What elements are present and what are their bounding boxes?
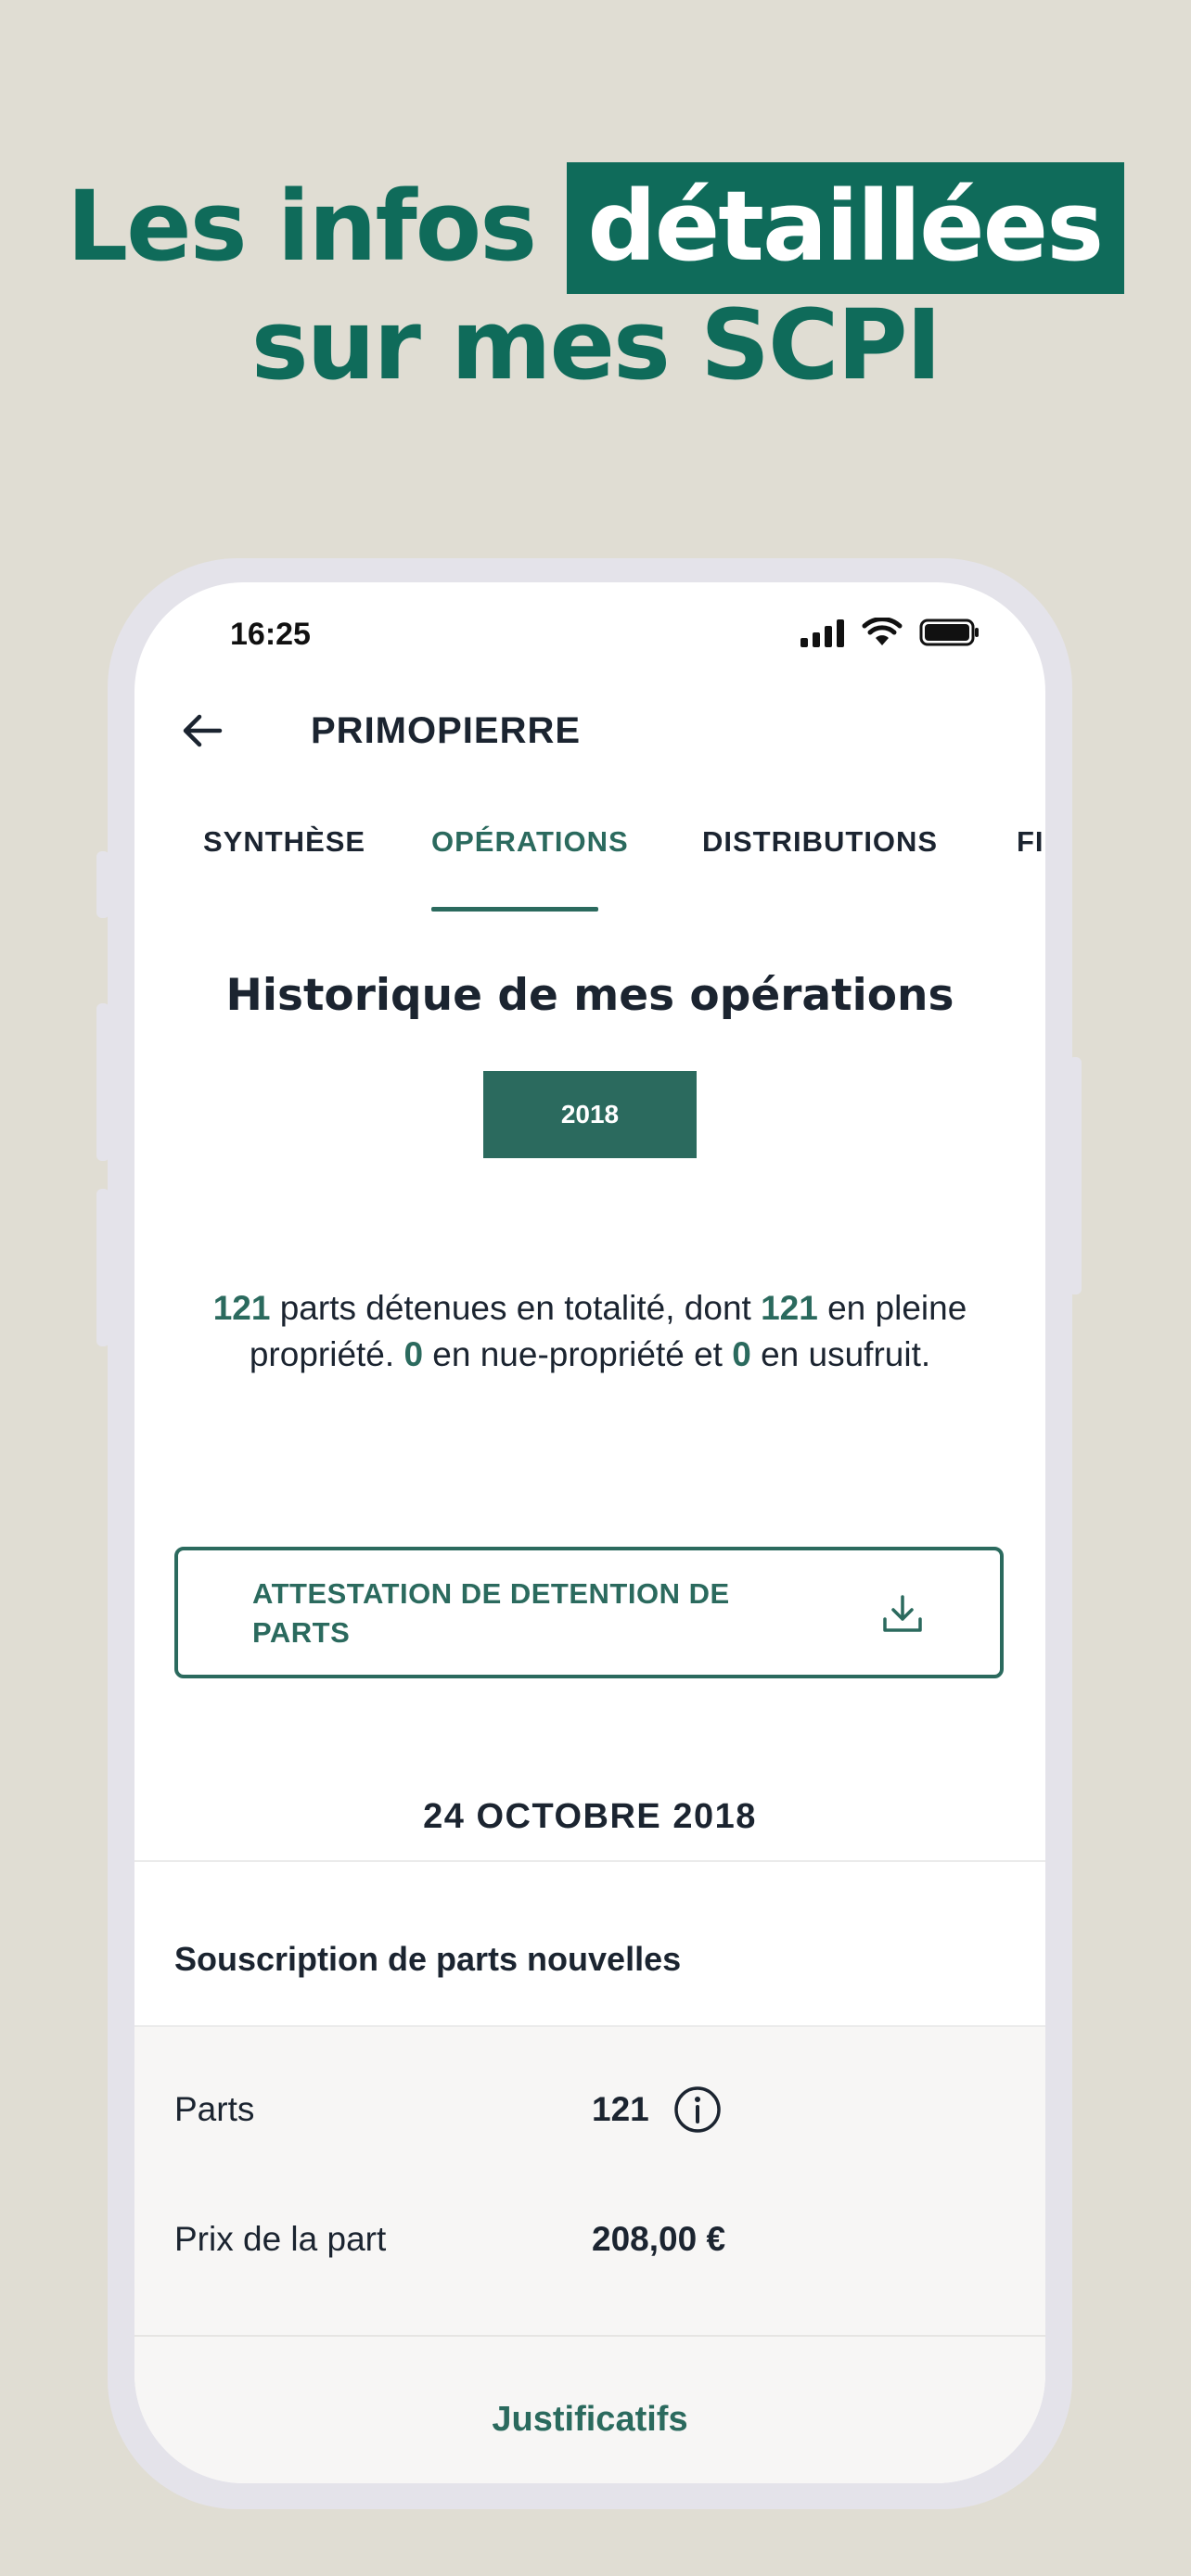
total-parts: 121 [212, 1289, 271, 1327]
headline-line-2: sur mes SCPI [250, 288, 941, 402]
tab-distributions[interactable]: DISTRIBUTIONS [702, 825, 939, 858]
year-selector[interactable]: 2018 [483, 1071, 697, 1158]
attestation-label: ATTESTATION DE DETENTION DE PARTS [252, 1577, 730, 1649]
parts-value: 121 [592, 2090, 649, 2128]
section-title: Historique de mes opérations [225, 970, 954, 1021]
headline-text: Les infos [66, 170, 536, 283]
phone-screen [134, 582, 1045, 2483]
bare-ownership-parts: 0 [403, 1335, 424, 1373]
headline [0, 167, 1191, 404]
summary-text: parts détenues en totalité, dont [270, 1289, 762, 1327]
page-title: PRIMOPIERRE [311, 710, 582, 751]
headline-line-1 [0, 167, 1191, 286]
divider [134, 1860, 1045, 1862]
attestation-button[interactable] [174, 1547, 1004, 1678]
wifi-icon [862, 618, 903, 647]
operation-details [134, 2027, 1045, 2342]
summary-text: en usufruit. [750, 1335, 931, 1373]
summary-text: en pleine propriété. [249, 1289, 967, 1373]
active-tab-indicator [431, 907, 598, 912]
operation-date: 24 OCTOBRE 2018 [423, 1797, 757, 1836]
operation-title: Souscription de parts nouvelles [174, 1940, 682, 1978]
status-icons [800, 618, 980, 647]
signal-icon [800, 618, 845, 647]
parts-summary [209, 1285, 971, 1378]
parts-label: Parts [174, 2090, 255, 2128]
battery-icon [919, 618, 980, 647]
justificatifs-link[interactable]: Justificatifs [492, 2400, 688, 2439]
headline-highlight: détaillées [567, 162, 1124, 294]
bottom-bar [134, 2335, 1045, 2483]
download-icon [879, 1591, 926, 1638]
share-price-value: 208,00 € [592, 2220, 726, 2258]
tab-fi[interactable]: FI [1017, 825, 1044, 858]
usufruct-parts: 0 [732, 1335, 751, 1373]
tab-synthese[interactable]: SYNTHÈSE [203, 825, 366, 858]
tab-operations[interactable]: OPÉRATIONS [431, 825, 629, 858]
tab-bar [134, 825, 1045, 899]
arrow-left-icon[interactable] [179, 708, 225, 754]
status-time: 16:25 [230, 617, 311, 652]
full-ownership-parts: 121 [761, 1289, 818, 1327]
summary-text: en nue-propriété et [423, 1335, 733, 1373]
info-icon[interactable] [672, 2085, 723, 2135]
share-price-label: Prix de la part [174, 2220, 387, 2258]
